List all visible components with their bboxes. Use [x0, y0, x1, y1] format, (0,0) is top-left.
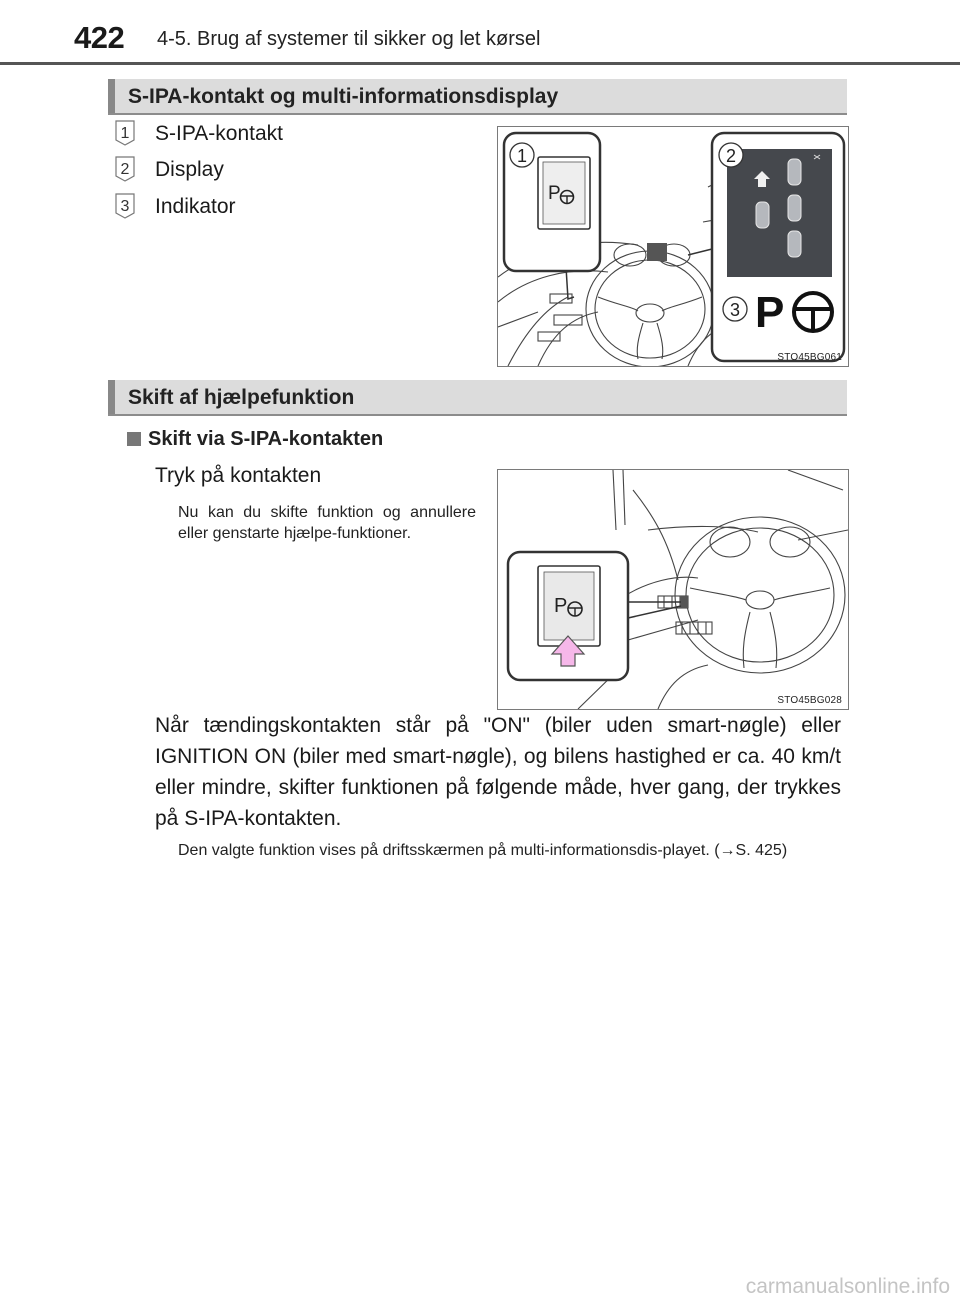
figure-switch-location — [497, 469, 849, 710]
section-bar-1 — [108, 79, 847, 115]
figure-code: STO45BG061 — [777, 352, 842, 363]
svg-text:2: 2 — [120, 161, 130, 178]
number-badge-icon — [114, 120, 136, 146]
square-bullet-icon — [127, 432, 141, 446]
body-note: Den valgte funktion vises på driftsskærmen på multi-informationsdis-playet. (→S. 425) — [178, 842, 788, 859]
figure-code: STO45BG028 — [777, 695, 842, 706]
number-badge-icon — [114, 193, 136, 219]
svg-text:P: P — [554, 595, 568, 617]
svg-text:1: 1 — [516, 146, 528, 166]
item-label-s-ipa-switch: S-IPA-kontakt — [155, 122, 283, 145]
step-text: Tryk på kontakten — [155, 464, 322, 487]
section-title-2: Skift af hjælpefunktion — [128, 386, 355, 409]
step-note: Nu kan du skifte funktion og annullere eller genstarte hjælpe-funktioner. — [178, 504, 476, 542]
figure-dashboard-overview — [497, 126, 849, 367]
section-title-1: S-IPA-kontakt og multi-informationsdisplay — [128, 85, 559, 108]
svg-text:3: 3 — [729, 300, 741, 320]
item-label-display: Display — [155, 158, 224, 181]
section-bar-2 — [108, 380, 847, 416]
page-number: 422 — [74, 20, 125, 55]
section-bar-accent — [108, 380, 115, 414]
dashboard-illustration — [498, 127, 848, 366]
section-bar-accent — [108, 79, 115, 113]
svg-text:1: 1 — [120, 125, 130, 142]
running-title: 4-5. Brug af systemer til sikker og let kørsel — [157, 28, 541, 50]
switch-illustration — [498, 470, 848, 709]
body-paragraph: Når tændingskontakten står på "ON" (biler uden smart-nøgle) eller IGNITION ON (biler med smart-nøgle), og bilens hastighed er ca. 40 km/t eller mindre, skifter funktionen på følgende måde, hver gang, der trykkes på S-IPA-kontakten. — [155, 714, 841, 830]
svg-text:3: 3 — [120, 198, 130, 215]
watermark: carmanualsonline.info — [745, 1275, 950, 1298]
svg-text:P: P — [548, 183, 561, 204]
item-label-indicator: Indikator — [155, 195, 236, 218]
svg-text:2: 2 — [725, 146, 737, 166]
subheading: Skift via S-IPA-kontakten — [127, 428, 383, 451]
svg-text:P: P — [755, 288, 785, 337]
header-rule — [0, 62, 960, 65]
number-badge-icon — [114, 156, 136, 182]
